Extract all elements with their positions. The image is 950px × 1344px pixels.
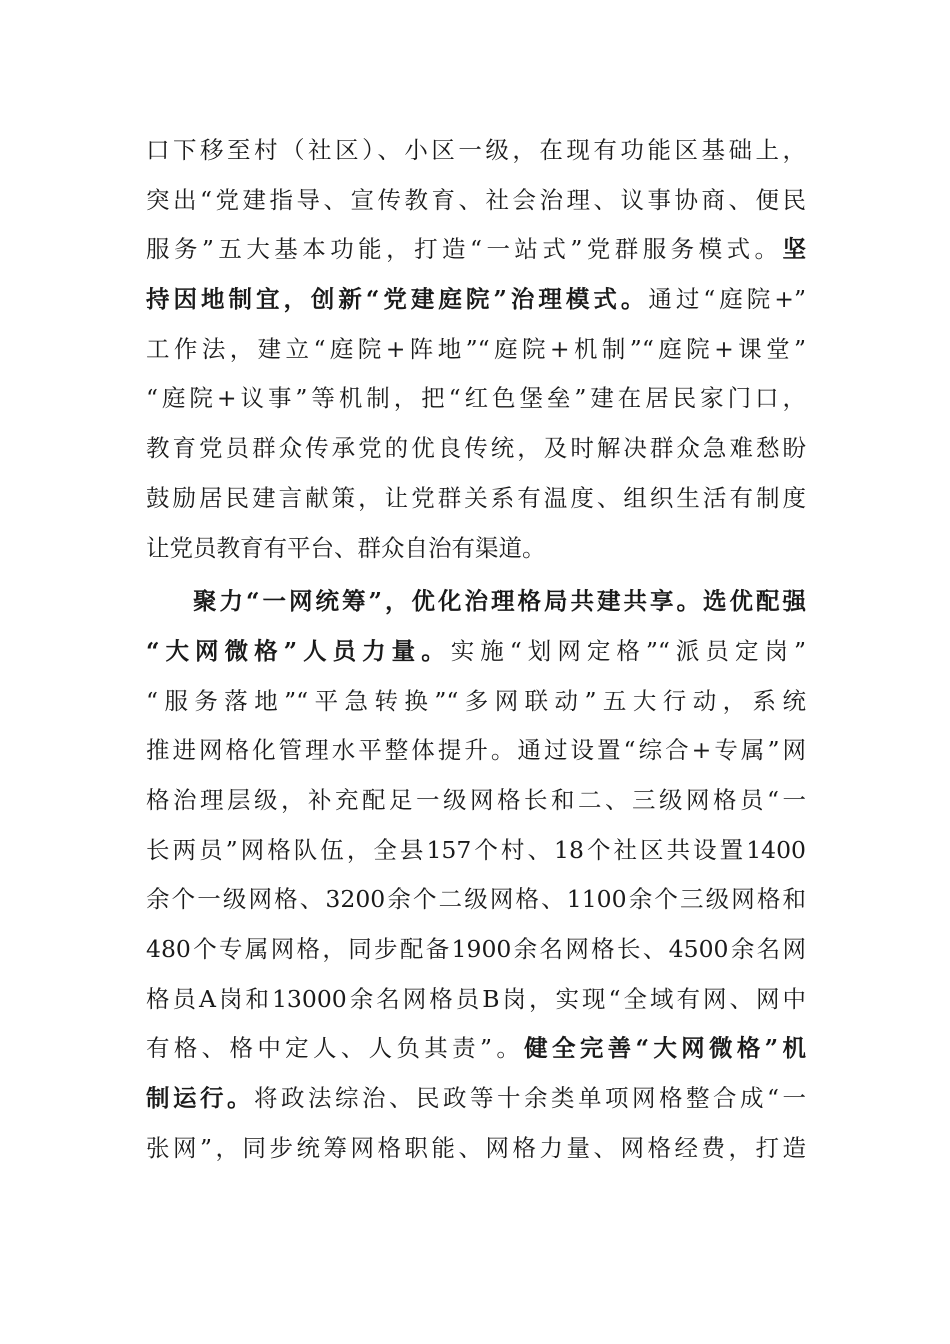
text-run: “服务落地”“平急转换”“多网联动”五大行动，系统 xyxy=(146,686,806,715)
bold-text-run: 健全完善“大网微格”机 xyxy=(524,1034,806,1063)
text-line xyxy=(146,627,806,677)
text-line xyxy=(146,826,806,876)
text-run: 突出“党建指导、宣传教育、社会治理、议事协商、便民 xyxy=(146,185,806,214)
paragraph-2 xyxy=(146,577,806,1173)
text-run: 鼓励居民建言献策，让党群关系有温度、组织生活有制度 xyxy=(146,483,806,512)
text-run: 将政法综治、民政等十余类单项网格整合成“一 xyxy=(254,1084,806,1113)
bold-text-run: 坚 xyxy=(782,235,806,264)
text-run: 长两员”网格队伍，全县157个村、18个社区共设置1400 xyxy=(146,835,806,864)
text-line xyxy=(146,677,806,727)
text-line xyxy=(146,225,806,275)
text-run: 480个专属网格，同步配备1900余名网格长、4500余名网 xyxy=(146,935,806,963)
text-line xyxy=(146,1024,806,1074)
text-line xyxy=(146,776,806,826)
text-line xyxy=(146,524,806,574)
text-line xyxy=(146,726,806,776)
document-body xyxy=(146,126,806,1173)
text-run: 教育党员群众传承党的优良传统，及时解决群众急难愁盼 xyxy=(146,434,806,463)
text-run: 实施“划网定格”“派员定岗” xyxy=(450,636,806,665)
text-run: 格治理层级，补充配足一级网格长和二、三级网格员“一 xyxy=(146,785,806,814)
text-line xyxy=(146,1124,806,1174)
text-run: 有格、格中定人、人负其责”。 xyxy=(146,1034,525,1063)
bold-text-run: “大网微格”人员力量。 xyxy=(146,636,451,665)
bold-text-run: 持因地制宜，创新“党建庭院”治理模式。 xyxy=(146,285,649,314)
text-line xyxy=(146,875,806,925)
text-run: “庭院+议事”等机制，把“红色堡垒”建在居民家门口， xyxy=(146,384,806,413)
text-line xyxy=(146,424,806,474)
text-run: 格员A岗和13000余名网格员B岗，实现“全域有网、网中 xyxy=(146,984,806,1013)
text-run: 服务”五大基本功能，打造“一站式”党群服务模式。 xyxy=(146,235,783,264)
bold-text-run: 聚力“一网统筹”，优化治理格局共建共享。选优配强 xyxy=(193,587,806,616)
text-line xyxy=(146,374,806,424)
text-run: 口下移至村（社区）、小区一级，在现有功能区基础上， xyxy=(146,136,806,164)
text-line xyxy=(146,1074,806,1124)
text-run: 工作法，建立“庭院+阵地”“庭院+机制”“庭院+课堂” xyxy=(146,334,806,363)
text-line xyxy=(146,126,806,176)
text-run: 推进网格化管理水平整体提升。通过设置“综合+专属”网 xyxy=(146,736,806,765)
text-run: 余个一级网格、3200余个二级网格、1100余个三级网格和 xyxy=(146,885,806,914)
bold-text-run: 制运行。 xyxy=(146,1084,254,1113)
text-line xyxy=(146,176,806,226)
text-line xyxy=(146,325,806,375)
text-run: 张网”，同步统筹网格职能、网格力量、网格经费，打造 xyxy=(146,1133,806,1162)
text-line xyxy=(146,975,806,1025)
text-run: 通过“庭院+” xyxy=(648,285,806,314)
paragraph-1 xyxy=(146,126,806,573)
text-line xyxy=(146,275,806,325)
text-line xyxy=(146,577,806,627)
text-line xyxy=(146,925,806,975)
text-line xyxy=(146,474,806,524)
text-run: 让党员教育有平台、群众自治有渠道。 xyxy=(146,533,546,562)
